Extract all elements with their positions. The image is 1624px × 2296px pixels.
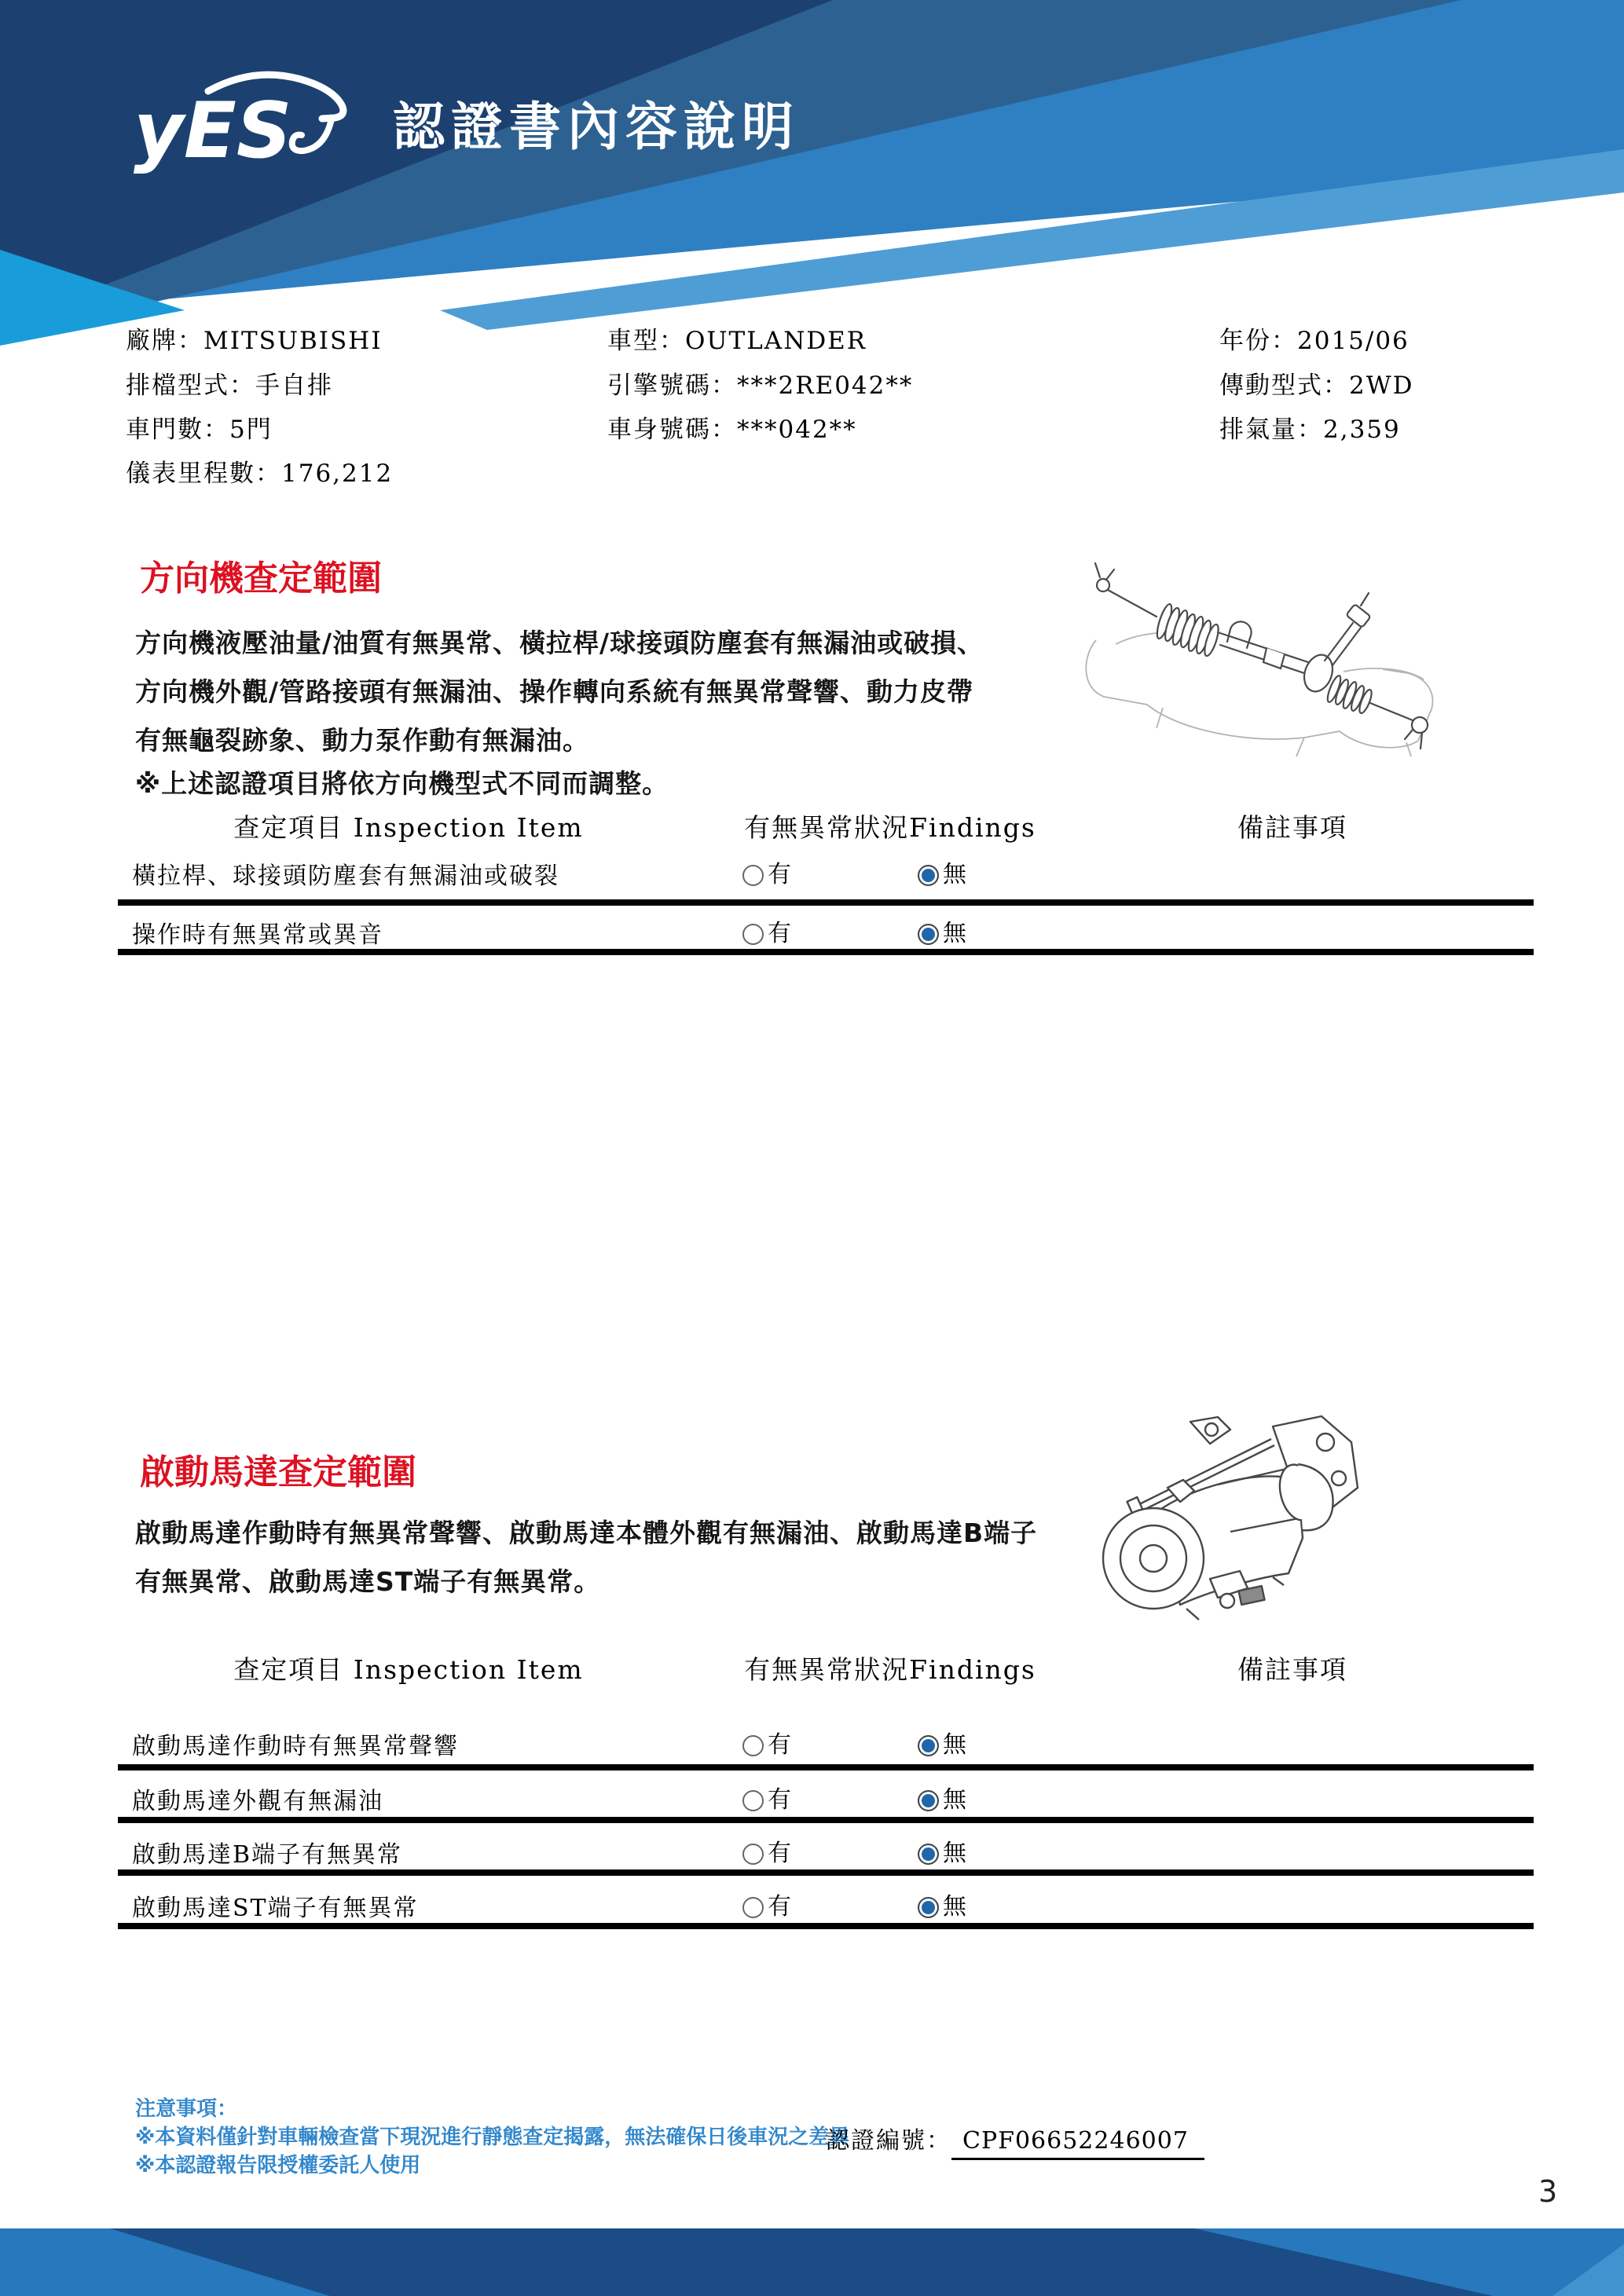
info-mileage: 儀表里程數：176,212 xyxy=(126,460,394,488)
table-divider xyxy=(118,1817,1534,1823)
radio-yes-label: 有 xyxy=(768,861,791,888)
radio-yes-icon[interactable] xyxy=(742,865,764,886)
col-header-findings: 有無異常狀況Findings xyxy=(744,812,1036,843)
radio-no-icon[interactable] xyxy=(918,1735,939,1756)
radio-no[interactable] xyxy=(918,1780,966,1814)
radio-yes-label: 有 xyxy=(768,1731,791,1759)
radio-no[interactable] xyxy=(918,1725,966,1760)
steering-rack-illustration xyxy=(1069,554,1446,766)
info-drivetrain: 傳動型式：2WD xyxy=(1219,372,1414,400)
inspection-item: 啟動馬達作動時有無異常聲響 xyxy=(132,1733,459,1760)
radio-yes[interactable] xyxy=(742,855,791,889)
radio-yes-label: 有 xyxy=(768,920,791,947)
info-transmission: 排檔型式：手自排 xyxy=(126,372,333,400)
radio-yes[interactable] xyxy=(742,1833,791,1868)
page-number: 3 xyxy=(1538,2174,1558,2209)
info-brand: 廠牌：MITSUBISHI xyxy=(126,327,383,355)
col-header-remark: 備註事項 xyxy=(1237,812,1347,843)
section-desc-line: 方向機外觀/管路接頭有無漏油、操作轉向系統有無異常聲響、動力皮帶 xyxy=(135,676,974,707)
certificate-number xyxy=(826,2121,1204,2160)
radio-yes-icon[interactable] xyxy=(742,1844,764,1865)
section-desc-line: 啟動馬達作動時有無異常聲響、啟動馬達本體外觀有無漏油、啟動馬達B端子 xyxy=(135,1518,1038,1548)
col-header-item: 查定項目 Inspection Item xyxy=(233,812,584,843)
notice-line: ※本資料僅針對車輛檢查當下現況進行靜態查定揭露，無法確保日後車況之差異 xyxy=(135,2126,850,2149)
radio-no-icon[interactable] xyxy=(918,1790,939,1811)
info-displacement: 排氣量：2,359 xyxy=(1219,416,1401,444)
radio-no-icon[interactable] xyxy=(918,1897,939,1918)
radio-yes[interactable] xyxy=(742,914,791,948)
section-desc-line: 有無異常、啟動馬達ST端子有無異常。 xyxy=(135,1566,601,1597)
inspection-item: 啟動馬達B端子有無異常 xyxy=(132,1841,403,1869)
radio-no-label: 無 xyxy=(943,920,966,947)
section-title: 方向機查定範圍 xyxy=(140,558,382,599)
notice-title: 注意事項： xyxy=(135,2097,238,2121)
section-desc-line: 方向機液壓油量/油質有無異常、橫拉桿/球接頭防塵套有無漏油或破損、 xyxy=(135,628,984,658)
footer-band-navy xyxy=(0,2228,1624,2296)
info-engine-no: 引擎號碼：***2RE042** xyxy=(607,372,914,400)
info-year: 年份：2015/06 xyxy=(1219,327,1410,355)
footer-band xyxy=(0,2228,1624,2296)
radio-no-icon[interactable] xyxy=(918,1844,939,1865)
col-header-remark: 備註事項 xyxy=(1237,1654,1347,1685)
radio-yes[interactable] xyxy=(742,1780,791,1814)
info-doors: 車門數：5門 xyxy=(126,416,273,444)
radio-yes-label: 有 xyxy=(768,1840,791,1867)
radio-no-icon[interactable] xyxy=(918,865,939,886)
radio-no[interactable] xyxy=(918,855,966,889)
inspection-item: 啟動馬達外觀有無漏油 xyxy=(132,1788,383,1815)
info-body-no: 車身號碼：***042** xyxy=(607,416,857,444)
page-title: 認證書內容說明 xyxy=(393,97,800,157)
radio-yes-label: 有 xyxy=(768,1786,791,1814)
yes-logo-icon xyxy=(134,69,377,187)
inspection-item: 啟動馬達ST端子有無異常 xyxy=(132,1895,419,1922)
col-header-findings: 有無異常狀況Findings xyxy=(744,1654,1036,1685)
radio-no-label: 無 xyxy=(943,1731,966,1759)
radio-yes-icon[interactable] xyxy=(742,924,764,945)
table-divider xyxy=(118,1764,1534,1771)
col-header-item: 查定項目 Inspection Item xyxy=(233,1654,584,1685)
svg-text:yES: yES xyxy=(134,86,292,176)
inspection-item: 橫拉桿、球接頭防塵套有無漏油或破裂 xyxy=(132,862,559,890)
radio-yes-icon[interactable] xyxy=(742,1735,764,1756)
section-title: 啟動馬達查定範圍 xyxy=(140,1452,416,1492)
section-desc-line: 有無龜裂跡象、動力泵作動有無漏油。 xyxy=(135,725,589,756)
certificate-number-value: CPF06652246007 xyxy=(951,2127,1204,2160)
radio-no-icon[interactable] xyxy=(918,924,939,945)
certificate-number-label: 認證編號： xyxy=(826,2127,951,2155)
info-model: 車型：OUTLANDER xyxy=(607,327,867,355)
table-divider xyxy=(118,899,1534,906)
radio-no-label: 無 xyxy=(943,861,966,888)
notice-line: ※本認證報告限授權委託人使用 xyxy=(135,2154,421,2177)
section-note: ※上述認證項目將依方向機型式不同而調整。 xyxy=(135,768,669,799)
radio-yes-icon[interactable] xyxy=(742,1897,764,1918)
radio-no[interactable] xyxy=(918,1887,966,1921)
table-divider xyxy=(118,949,1534,955)
page-header xyxy=(0,0,1624,361)
radio-no[interactable] xyxy=(918,1833,966,1868)
table-divider xyxy=(118,1869,1534,1876)
radio-no-label: 無 xyxy=(943,1786,966,1814)
radio-no-label: 無 xyxy=(943,1840,966,1867)
radio-no-label: 無 xyxy=(943,1893,966,1921)
starter-motor-illustration xyxy=(1092,1412,1363,1640)
radio-yes-icon[interactable] xyxy=(742,1790,764,1811)
inspection-item: 操作時有無異常或異音 xyxy=(132,921,383,949)
radio-yes[interactable] xyxy=(742,1887,791,1921)
radio-no[interactable] xyxy=(918,914,966,948)
table-divider xyxy=(118,1923,1534,1929)
radio-yes[interactable] xyxy=(742,1725,791,1760)
radio-yes-label: 有 xyxy=(768,1893,791,1921)
